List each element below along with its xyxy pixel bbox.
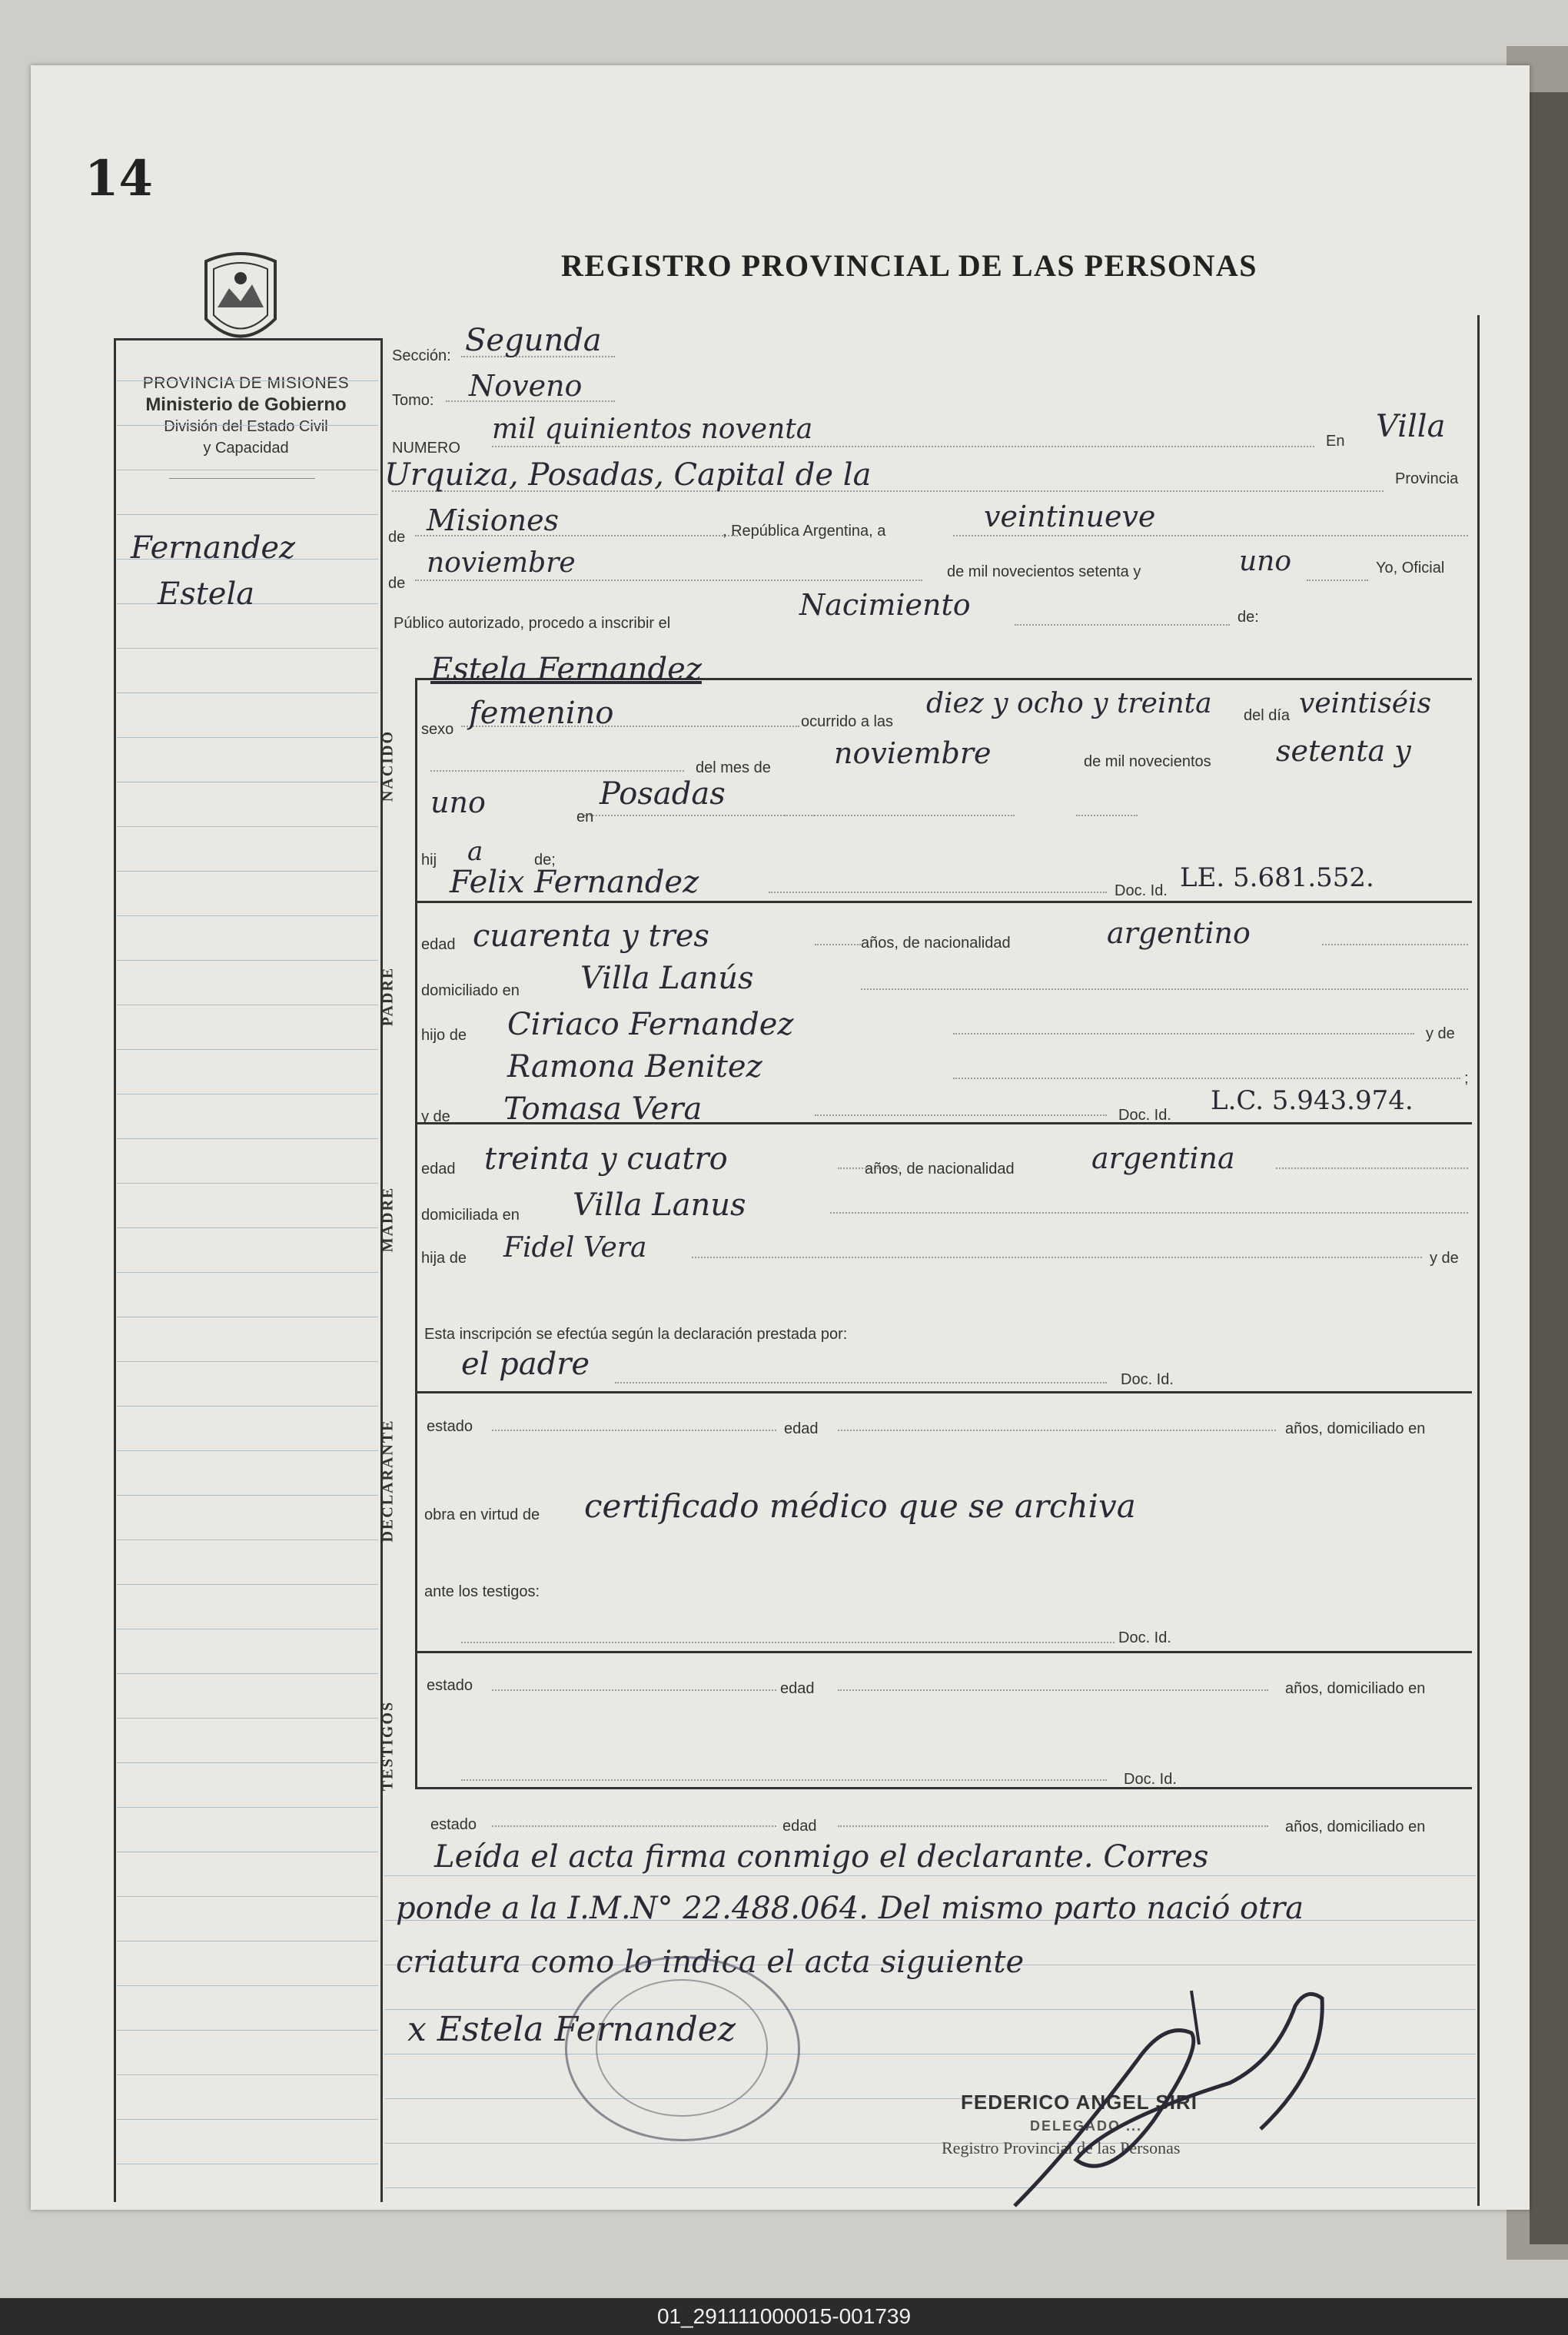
margin-ruled-line (117, 514, 378, 515)
label-edad-testigo-2: edad (782, 1818, 817, 1835)
leader (953, 1033, 1414, 1035)
issuing-organization (115, 373, 377, 459)
label-hij: hij (421, 852, 437, 869)
leader (415, 580, 922, 581)
leader (815, 944, 861, 945)
entry-nota-3: criatura como lo indica el acta siguiente (396, 1945, 1025, 1980)
entry-dia: veintinueve (984, 500, 1156, 533)
leader (838, 1825, 1268, 1827)
margin-ruled-line (117, 1673, 378, 1674)
entry-padre-padre: Ciriaco Fernandez (507, 1007, 794, 1042)
label-provincia: Provincia (1395, 470, 1459, 487)
leader (953, 535, 1468, 536)
margin-ruled-line (117, 1718, 378, 1719)
divider-testigo-2 (415, 1787, 1472, 1789)
label-en: En (1326, 433, 1345, 450)
section-label-declarante: DECLARANTE (379, 1419, 397, 1543)
margin-surname: Fernandez (131, 530, 296, 566)
label-de-3: de; (534, 852, 556, 869)
margin-ruled-line (117, 1450, 378, 1451)
entry-nota-2: ponde a la I.M.N° 22.488.064. Del mismo parto nació otra (396, 1891, 1304, 1926)
body-ruled-line (384, 1875, 1476, 1876)
entry-anio: uno (1239, 546, 1292, 577)
entry-lugar-nac: Posadas (600, 776, 726, 812)
margin-ruled-line (117, 2030, 378, 2031)
label-edad-testigo-1: edad (780, 1680, 815, 1697)
leader (492, 1430, 776, 1431)
leader (461, 1642, 1115, 1643)
label-del-dia: del día (1244, 707, 1291, 724)
label-publico: Público autorizado, procedo a inscribir el (394, 615, 671, 632)
margin-ruled-line (117, 1584, 378, 1585)
margin-ruled-line (117, 1138, 378, 1139)
label-y-de-3: y de (1430, 1250, 1459, 1267)
leader (461, 1779, 1107, 1781)
entry-madre-edad: treinta y cuatro (484, 1141, 728, 1177)
leader (830, 1212, 1468, 1214)
leader (861, 988, 1468, 990)
margin-top-line (114, 338, 383, 340)
entry-en: Villa (1376, 409, 1446, 444)
label-yo-oficial: Yo, Oficial (1376, 560, 1445, 576)
label-domiciliada-madre: domiciliada en (421, 1207, 520, 1224)
page-number: 14 (85, 150, 154, 208)
entry-provincia: Misiones (427, 503, 560, 537)
label-doc-testigo-1: Doc. Id. (1118, 1629, 1171, 1646)
label-estado-declarante: estado (427, 1418, 473, 1435)
margin-ruled-line (117, 2119, 378, 2120)
entry-padre-nac: argentino (1107, 916, 1251, 950)
divider-padre (415, 901, 1472, 903)
declarant-signature: x Estela Fernandez (407, 2010, 736, 2049)
entry-madre-nombre: Tomasa Vera (503, 1091, 703, 1127)
entry-padre-dom: Villa Lanús (580, 961, 754, 996)
entry-dia-nac: veintiséis (1299, 688, 1432, 719)
official-office: Registro Provincial de las Personas (942, 2138, 1181, 2157)
margin-ruled-line (117, 1049, 378, 1050)
label-del-mes: del mes de (696, 759, 771, 776)
leader (1322, 944, 1468, 945)
label-de: de (388, 529, 406, 546)
label-doc-padre: Doc. Id. (1115, 882, 1168, 899)
entry-acto: Nacimiento (799, 588, 971, 622)
label-republica: , República Argentina, a (723, 523, 886, 540)
entry-madre-doc: L.C. 5.943.974. (1211, 1085, 1414, 1116)
margin-column-line (380, 338, 383, 2202)
entry-hora: diez y ocho y treinta (926, 688, 1212, 719)
leader (492, 1689, 776, 1691)
label-sexo: sexo (421, 721, 454, 738)
margin-ruled-line (117, 1227, 378, 1228)
entry-mes-nac: noviembre (834, 736, 992, 770)
leader (492, 446, 1314, 447)
margin-ruled-line (117, 1183, 378, 1184)
divider-declarante (415, 1391, 1472, 1393)
margin-ruled-line (117, 648, 378, 649)
leader (430, 770, 684, 772)
section-label-testigos: TESTIGOS (379, 1700, 397, 1792)
leader (1307, 580, 1368, 581)
leader (1276, 1168, 1468, 1169)
label-inscripcion: Esta inscripción se efectúa según la declaración prestada por: (424, 1326, 848, 1343)
official-stamp-inner (596, 1979, 768, 2117)
leader (953, 1078, 1460, 1079)
margin-ruled-line (117, 1361, 378, 1362)
entry-tomo: Noveno (469, 369, 583, 403)
org-divider (169, 478, 315, 479)
label-anos-nac-padre: años, de nacionalidad (861, 935, 1011, 952)
section-inner-line (415, 678, 417, 1787)
divider-testigo-1 (415, 1651, 1472, 1653)
margin-given-name: Estela (158, 576, 255, 612)
label-y-de: y de (1426, 1025, 1455, 1042)
leader (784, 815, 1015, 816)
entry-madre-padre: Fidel Vera (503, 1232, 647, 1264)
margin-ruled-line (117, 1807, 378, 1808)
margin-ruled-line (117, 1985, 378, 1986)
margin-ruled-line (117, 871, 378, 872)
margin-ruled-line (117, 1495, 378, 1496)
entry-sexo: femenino (469, 696, 614, 731)
margin-ruled-line (117, 380, 378, 381)
label-anos-nac-madre: años, de nacionalidad (865, 1161, 1015, 1177)
stacked-pages-shadow (1530, 92, 1568, 2244)
entry-anio-nac: setenta y (1276, 734, 1411, 768)
official-signature-icon (999, 1975, 1353, 2221)
entry-certificado: certificado médico que se archiva (584, 1487, 1136, 1525)
entry-lugar: Urquiza, Posadas, Capital de la (384, 457, 872, 493)
leader (838, 1430, 1276, 1431)
leader (492, 1825, 776, 1827)
margin-ruled-line (117, 826, 378, 827)
label-anos-dom-declarante: años, domiciliado en (1285, 1420, 1426, 1437)
label-edad-declarante: edad (784, 1420, 819, 1437)
margin-ruled-line (117, 2074, 378, 2075)
margin-ruled-line (117, 737, 378, 738)
entry-padre-doc: LE. 5.681.552. (1180, 862, 1374, 893)
entry-numero: mil quinientos noventa (492, 414, 813, 445)
margin-ruled-line (117, 1896, 378, 1897)
right-border-line (1477, 315, 1480, 2206)
entry-padre-nombre: Felix Fernandez (450, 865, 699, 900)
section-label-padre: PADRE (379, 966, 397, 1027)
margin-ruled-line (117, 425, 378, 426)
label-estado-testigo-2: estado (430, 1816, 477, 1833)
label-tomo: Tomo: (392, 392, 434, 409)
left-margin-line (114, 338, 116, 2202)
leader (769, 892, 1107, 893)
label-edad-padre: edad (421, 936, 456, 953)
org-province: PROVINCIA DE MISIONES (142, 374, 350, 392)
margin-ruled-line (117, 1762, 378, 1763)
entry-anio-nac-2: uno (430, 786, 486, 819)
label-hijo-de: hijo de (421, 1027, 467, 1044)
org-division: División del Estado Civil (164, 418, 328, 435)
leader (815, 1114, 1107, 1116)
label-numero: NUMERO (392, 440, 460, 457)
label-anos-dom-testigo-2: años, domiciliado en (1285, 1819, 1426, 1835)
scan-footer: 01_291111000015-001739 (0, 2298, 1568, 2335)
label-de-colon: de: (1237, 609, 1259, 626)
entry-hij-suffix: a (467, 836, 483, 867)
label-de-2: de (388, 575, 406, 592)
section-label-madre: MADRE (379, 1186, 397, 1253)
label-doc-declarante: Doc. Id. (1121, 1371, 1174, 1388)
margin-ruled-line (117, 960, 378, 961)
entry-seccion: Segunda (465, 323, 602, 358)
label-hija-de: hija de (421, 1250, 467, 1267)
label-en-2: en (576, 809, 594, 825)
label-de-mil-nov: de mil novecientos (1084, 753, 1211, 770)
label-semicolon: ; (1464, 1070, 1469, 1087)
label-y-de-2: y de (421, 1108, 450, 1125)
entry-nota-1: Leída el acta firma conmigo el declarante. Corres (434, 1839, 1209, 1875)
label-obra: obra en virtud de (424, 1506, 540, 1523)
label-anos-dom-testigo-1: años, domiciliado en (1285, 1680, 1426, 1697)
leader (692, 1257, 1422, 1258)
label-doc-testigo-2: Doc. Id. (1124, 1771, 1177, 1788)
entry-padre-madre: Ramona Benitez (507, 1049, 762, 1084)
label-edad-madre: edad (421, 1161, 456, 1177)
label-de-mil: de mil novecientos setenta y (947, 563, 1141, 580)
leader (615, 1382, 1107, 1383)
entry-padre-edad: cuarenta y tres (473, 918, 709, 954)
org-ministry: Ministerio de Gobierno (145, 394, 347, 415)
label-ocurrido: ocurrido a las (801, 713, 894, 730)
label-ante: ante los testigos: (424, 1583, 540, 1600)
entry-mes: noviembre (427, 547, 576, 579)
entry-declarante: el padre (461, 1347, 590, 1382)
margin-ruled-line (117, 1272, 378, 1273)
official-name: FEDERICO ANGEL SIRI (961, 2091, 1198, 2114)
label-seccion: Sección: (392, 347, 451, 364)
margin-ruled-line (117, 915, 378, 916)
leader (1076, 815, 1138, 816)
label-doc-madre: Doc. Id. (1118, 1107, 1171, 1124)
document-title: REGISTRO PROVINCIAL DE LAS PERSONAS (561, 248, 1258, 283)
label-domiciliado-padre: domiciliado en (421, 982, 520, 999)
entry-nombre: Estela Fernandez (430, 652, 702, 687)
label-estado-testigo-1: estado (427, 1677, 473, 1694)
margin-ruled-line (117, 1406, 378, 1407)
leader (584, 815, 815, 816)
leader (1015, 624, 1230, 626)
province-seal-icon (198, 246, 283, 357)
leader (838, 1689, 1268, 1691)
section-label-nacido: NACIDO (379, 729, 397, 802)
official-title: DELEGADO ... (1030, 2118, 1143, 2134)
org-capacity: y Capacidad (203, 440, 289, 457)
entry-madre-nac: argentina (1091, 1141, 1235, 1175)
entry-madre-dom: Villa Lanus (573, 1187, 746, 1223)
